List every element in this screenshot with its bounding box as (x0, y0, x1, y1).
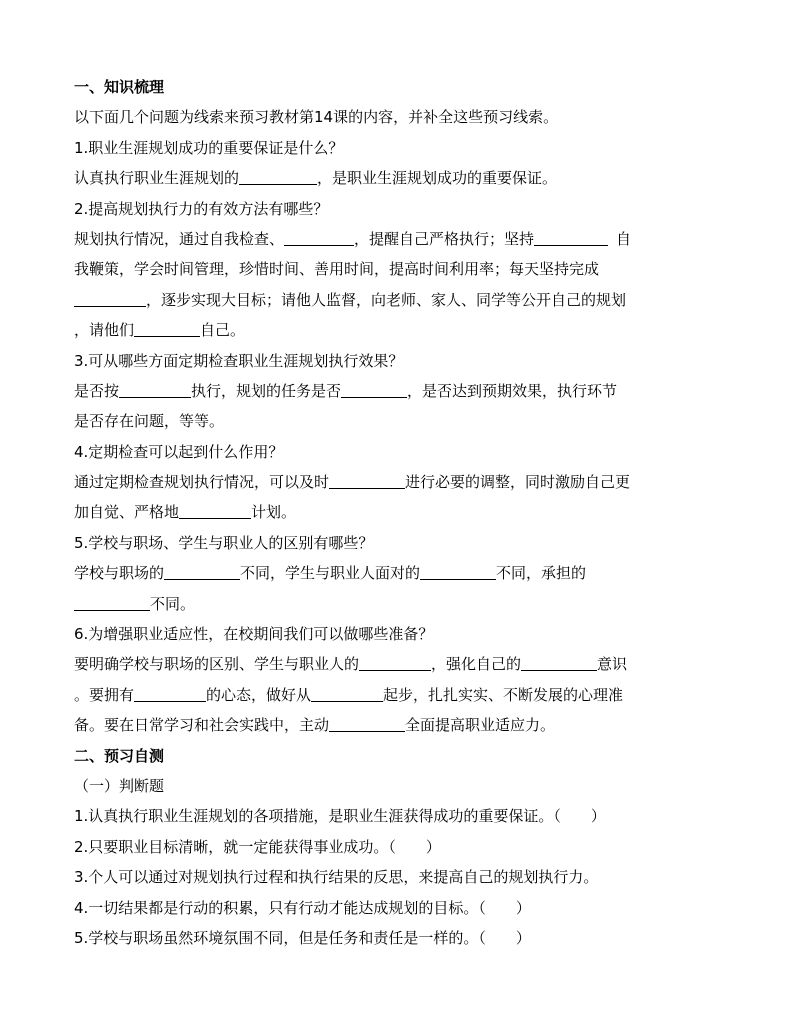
fill-blank[interactable] (420, 561, 496, 580)
text-fragment: 计划。 (251, 503, 297, 522)
text-fragment: 自 (616, 229, 632, 248)
text-fragment: 认真执行职业生涯规划的 (74, 169, 240, 188)
question-3: 3.可从哪些方面定期检查职业生涯规划执行效果？ (74, 351, 404, 370)
text-fragment: ，请他们 (74, 321, 135, 340)
answer-6-line-2 (74, 680, 674, 710)
text-fragment: 不同，学生与职业人面对的 (240, 564, 421, 583)
text-fragment: 全面提高职业适应力。 (405, 716, 556, 735)
text-fragment: ，强化自己的 (431, 655, 522, 674)
answer-2-line-4 (74, 315, 674, 345)
answer-5-line-1 (74, 558, 674, 588)
judgment-item-3[interactable]: 3.个人可以通过对规划执行过程和执行结果的反思，来提高自己的规划执行力。 (74, 868, 599, 887)
fill-blank[interactable] (239, 166, 317, 185)
text-fragment: 加自觉、严格地 (74, 503, 180, 522)
judgment-item-5[interactable]: 5.学校与职场虽然环境氛围不同，但是任务和责任是一样的。（ ） (74, 928, 531, 947)
text-fragment: ，是否达到预期效果，执行环节 (407, 381, 618, 400)
section-heading-self-test: 二、预习自测 (74, 746, 165, 765)
text-fragment: 意识 (597, 655, 628, 674)
question-1: 1.职业生涯规划成功的重要保证是什么？ (74, 138, 344, 157)
answer-4-line-1 (74, 467, 674, 497)
text-fragment: 学校与职场的 (74, 564, 165, 583)
text-fragment: ，是职业生涯规划成功的重要保证。 (317, 169, 558, 188)
answer-6-line-3 (74, 710, 674, 740)
answer-6-line-1 (74, 649, 674, 679)
text-fragment: ，提醒自己严格执行；坚持 (354, 229, 535, 248)
text-fragment: 不同，承担的 (496, 564, 587, 583)
fill-blank[interactable] (74, 592, 150, 611)
fill-blank[interactable] (134, 318, 200, 337)
fill-blank[interactable] (329, 713, 405, 732)
fill-blank[interactable] (284, 227, 354, 246)
fill-blank[interactable] (521, 652, 597, 671)
worksheet-page (74, 72, 674, 953)
answer-3-line-1 (74, 376, 674, 406)
fill-blank[interactable] (164, 561, 240, 580)
fill-blank[interactable] (74, 288, 146, 307)
judgment-item-2[interactable]: 2.只要职业目标清晰，就一定能获得事业成功。（ ） (74, 837, 441, 856)
fill-blank[interactable] (329, 470, 405, 489)
text-fragment: 进行必要的调整，同时激励自己更 (405, 473, 631, 492)
text-fragment: 通过定期检查规划执行情况，可以及时 (74, 473, 330, 492)
text-fragment: 是否按 (74, 381, 120, 400)
text-fragment: ，逐步实现大目标；请他人监督，向老师、家人、同学等公开自己的规划 (146, 290, 627, 309)
answer-4-line-2 (74, 497, 674, 527)
answer-5-line-2 (74, 589, 674, 619)
fill-blank[interactable] (359, 652, 431, 671)
text-fragment: 要明确学校与职场的区别、学生与职业人的 (74, 655, 360, 674)
answer-2-line-2: 我鞭策，学会时间管理，珍惜时间、善用时间，提高时间利用率；每天坚持完成 (74, 260, 600, 279)
fill-blank[interactable] (179, 500, 251, 519)
answer-2-line-3 (74, 285, 674, 315)
text-fragment: 自己。 (200, 321, 246, 340)
text-fragment: 不同。 (150, 594, 196, 613)
text-fragment: 规划执行情况，通过自我检查、 (74, 229, 285, 248)
fill-blank[interactable] (119, 379, 191, 398)
fill-blank[interactable] (311, 683, 383, 702)
text-fragment: 备。要在日常学习和社会实践中，主动 (74, 716, 330, 735)
fill-blank[interactable] (134, 683, 206, 702)
judgment-item-1[interactable]: 1.认真执行职业生涯规划的各项措施，是职业生涯获得成功的重要保证。（ ） (74, 807, 606, 826)
section-intro: 以下面几个问题为线索来预习教材第14课的内容，并补全这些预习线索。 (74, 108, 559, 127)
fill-blank[interactable] (534, 227, 608, 246)
text-fragment: 的心态，做好从 (206, 685, 312, 704)
answer-1-line-1 (74, 163, 674, 193)
text-fragment: 执行，规划的任务是否 (191, 381, 342, 400)
answer-3-line-2: 是否存在问题，等等。 (74, 412, 225, 431)
judgment-item-4[interactable]: 4.一切结果都是行动的积累，只有行动才能达成规划的目标。（ ） (74, 898, 531, 917)
subsection-true-false: （一）判断题 (74, 776, 165, 795)
answer-2-line-1 (74, 224, 674, 254)
text-fragment: 起步，扎扎实实、不断发展的心理准 (383, 685, 624, 704)
question-4: 4.定期检查可以起到什么作用？ (74, 442, 284, 461)
question-6: 6.为增强职业适应性，在校期间我们可以做哪些准备？ (74, 625, 434, 644)
question-5: 5.学校与职场、学生与职业人的区别有哪些？ (74, 533, 374, 552)
section-heading-knowledge: 一、知识梳理 (74, 78, 165, 96)
fill-blank[interactable] (341, 379, 407, 398)
text-fragment: 。要拥有 (74, 685, 135, 704)
question-2: 2.提高规划执行力的有效方法有哪些？ (74, 199, 329, 218)
